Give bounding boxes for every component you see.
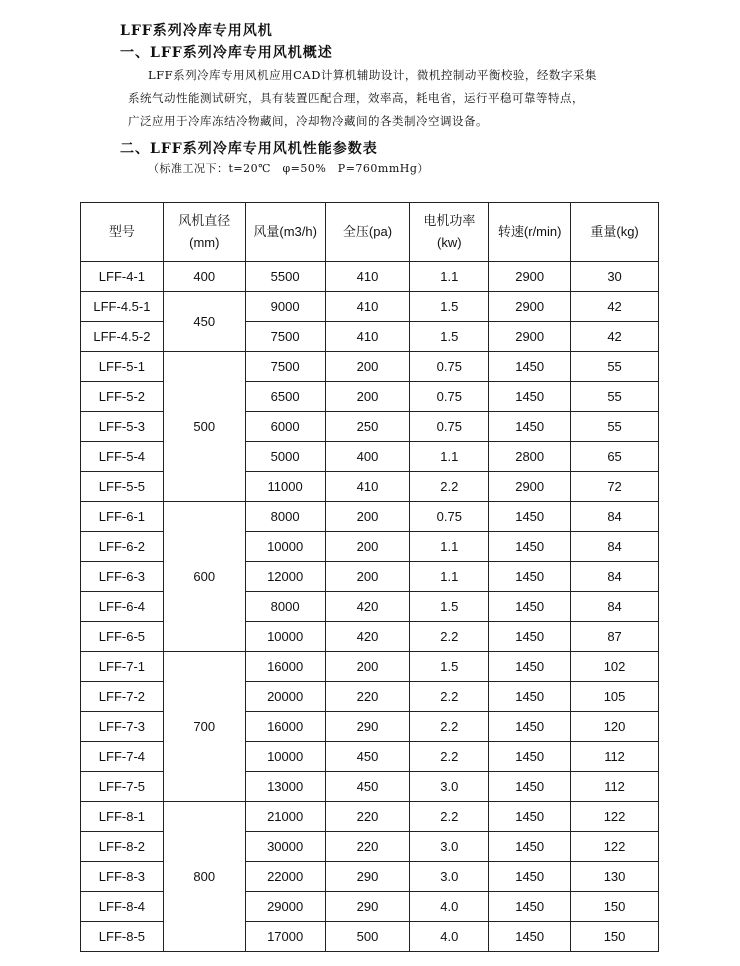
- cell-power: 0.75: [410, 502, 489, 532]
- cell-flow: 9000: [245, 292, 325, 322]
- cell-model: LFF-6-3: [81, 562, 164, 592]
- cell-speed: 2800: [489, 442, 571, 472]
- cell-power: 2.2: [410, 472, 489, 502]
- cell-weight: 122: [571, 802, 659, 832]
- cell-flow: 29000: [245, 892, 325, 922]
- cell-power: 1.1: [410, 562, 489, 592]
- cell-diameter: 500: [163, 352, 245, 502]
- cell-weight: 105: [571, 682, 659, 712]
- header-model: 型号: [81, 203, 164, 262]
- cell-speed: 1450: [489, 352, 571, 382]
- cell-power: 2.2: [410, 712, 489, 742]
- cell-power: 1.1: [410, 262, 489, 292]
- cell-flow: 7500: [245, 322, 325, 352]
- cell-power: 0.75: [410, 352, 489, 382]
- header-diameter-label: 风机直径: [178, 213, 231, 228]
- section-2-heading: 二、LFF系列冷库专用风机性能参数表: [120, 141, 378, 157]
- cell-model: LFF-4.5-1: [81, 292, 164, 322]
- cell-model: LFF-8-1: [81, 802, 164, 832]
- cell-model: LFF-7-1: [81, 652, 164, 682]
- cell-weight: 42: [571, 292, 659, 322]
- cell-diameter: 400: [163, 262, 245, 292]
- cell-flow: 8000: [245, 592, 325, 622]
- cell-model: LFF-5-3: [81, 412, 164, 442]
- cell-power: 3.0: [410, 862, 489, 892]
- paragraph-line: LFF系列冷库专用风机应用CAD计算机辅助设计，微机控制动平衡校验，经数字采集: [148, 68, 597, 82]
- overview-paragraph: [128, 64, 653, 133]
- cell-pressure: 200: [325, 382, 410, 412]
- cell-power: 4.0: [410, 892, 489, 922]
- cell-speed: 1450: [489, 562, 571, 592]
- cell-weight: 65: [571, 442, 659, 472]
- cell-flow: 10000: [245, 532, 325, 562]
- cell-flow: 16000: [245, 652, 325, 682]
- cell-weight: 55: [571, 412, 659, 442]
- cell-flow: 21000: [245, 802, 325, 832]
- cell-model: LFF-7-3: [81, 712, 164, 742]
- header-diameter-unit: (mm): [189, 235, 220, 250]
- cell-pressure: 200: [325, 562, 410, 592]
- cell-pressure: 420: [325, 592, 410, 622]
- cell-weight: 84: [571, 592, 659, 622]
- cell-weight: 55: [571, 352, 659, 382]
- cell-flow: 7500: [245, 352, 325, 382]
- cell-power: 2.2: [410, 682, 489, 712]
- cell-model: LFF-7-5: [81, 772, 164, 802]
- cell-diameter: 600: [163, 502, 245, 652]
- cell-speed: 1450: [489, 922, 571, 952]
- paragraph-line: 系统气动性能测试研究，具有装置匹配合理，效率高，耗电省，运行平稳可靠等特点，: [128, 91, 584, 105]
- cell-flow: 6500: [245, 382, 325, 412]
- cell-power: 3.0: [410, 832, 489, 862]
- cell-pressure: 410: [325, 292, 410, 322]
- cell-weight: 112: [571, 742, 659, 772]
- cell-model: LFF-6-2: [81, 532, 164, 562]
- cell-model: LFF-5-4: [81, 442, 164, 472]
- cell-speed: 1450: [489, 682, 571, 712]
- header-power-label: 电机功率: [423, 213, 476, 228]
- header-pressure: 全压(pa): [325, 203, 410, 262]
- cell-pressure: 290: [325, 892, 410, 922]
- cell-weight: 72: [571, 472, 659, 502]
- cell-power: 2.2: [410, 622, 489, 652]
- table-body: [81, 262, 659, 952]
- cell-pressure: 400: [325, 442, 410, 472]
- cell-model: LFF-8-3: [81, 862, 164, 892]
- cell-power: 3.0: [410, 772, 489, 802]
- cell-speed: 1450: [489, 412, 571, 442]
- paragraph-line: 广泛应用于冷库冻结冷物藏间，冷却物冷藏间的各类制冷空调设备。: [128, 114, 488, 128]
- cell-model: LFF-6-4: [81, 592, 164, 622]
- cell-power: 1.1: [410, 442, 489, 472]
- cell-weight: 84: [571, 502, 659, 532]
- cell-power: 0.75: [410, 382, 489, 412]
- cell-speed: 1450: [489, 652, 571, 682]
- cell-speed: 2900: [489, 472, 571, 502]
- cell-diameter: 800: [163, 802, 245, 952]
- cell-speed: 1450: [489, 772, 571, 802]
- cell-speed: 1450: [489, 382, 571, 412]
- table-row: [81, 502, 659, 532]
- cell-pressure: 410: [325, 322, 410, 352]
- cell-power: 2.2: [410, 802, 489, 832]
- cell-weight: 102: [571, 652, 659, 682]
- cell-weight: 42: [571, 322, 659, 352]
- cell-model: LFF-4-1: [81, 262, 164, 292]
- cell-power: 1.5: [410, 322, 489, 352]
- cell-power: 0.75: [410, 412, 489, 442]
- cell-pressure: 410: [325, 262, 410, 292]
- cell-speed: 1450: [489, 502, 571, 532]
- cell-flow: 10000: [245, 622, 325, 652]
- table-row: [81, 262, 659, 292]
- cell-model: LFF-8-5: [81, 922, 164, 952]
- table-row: [81, 652, 659, 682]
- cell-weight: 150: [571, 892, 659, 922]
- cell-flow: 13000: [245, 772, 325, 802]
- cell-speed: 2900: [489, 322, 571, 352]
- cell-speed: 1450: [489, 862, 571, 892]
- fan-spec-table: [80, 202, 659, 952]
- cell-pressure: 500: [325, 922, 410, 952]
- table-row: [81, 352, 659, 382]
- table-row: [81, 292, 659, 322]
- cell-pressure: 200: [325, 532, 410, 562]
- cell-flow: 10000: [245, 742, 325, 772]
- cell-diameter: 700: [163, 652, 245, 802]
- cell-pressure: 250: [325, 412, 410, 442]
- document-title: LFF系列冷库专用风机: [120, 23, 273, 39]
- cell-weight: 84: [571, 562, 659, 592]
- cell-diameter: 450: [163, 292, 245, 352]
- cell-pressure: 200: [325, 352, 410, 382]
- cell-speed: 1450: [489, 802, 571, 832]
- table-header-row: [81, 203, 659, 262]
- standard-conditions-note: （标准工况下：t=20℃ φ=50% P=760mmHg）: [148, 162, 429, 175]
- header-power: [410, 203, 489, 262]
- cell-model: LFF-8-4: [81, 892, 164, 922]
- cell-speed: 1450: [489, 532, 571, 562]
- cell-flow: 12000: [245, 562, 325, 592]
- cell-flow: 11000: [245, 472, 325, 502]
- cell-pressure: 410: [325, 472, 410, 502]
- cell-pressure: 290: [325, 712, 410, 742]
- cell-pressure: 450: [325, 742, 410, 772]
- cell-speed: 1450: [489, 832, 571, 862]
- cell-weight: 112: [571, 772, 659, 802]
- cell-model: LFF-6-1: [81, 502, 164, 532]
- cell-model: LFF-4.5-2: [81, 322, 164, 352]
- cell-flow: 6000: [245, 412, 325, 442]
- cell-speed: 1450: [489, 712, 571, 742]
- cell-pressure: 450: [325, 772, 410, 802]
- header-diameter: [163, 203, 245, 262]
- cell-model: LFF-7-4: [81, 742, 164, 772]
- cell-flow: 16000: [245, 712, 325, 742]
- cell-pressure: 200: [325, 502, 410, 532]
- cell-pressure: 220: [325, 682, 410, 712]
- table-row: [81, 802, 659, 832]
- cell-flow: 22000: [245, 862, 325, 892]
- cell-flow: 30000: [245, 832, 325, 862]
- cell-model: LFF-5-2: [81, 382, 164, 412]
- cell-model: LFF-8-2: [81, 832, 164, 862]
- cell-speed: 2900: [489, 292, 571, 322]
- cell-flow: 20000: [245, 682, 325, 712]
- cell-power: 2.2: [410, 742, 489, 772]
- cell-weight: 150: [571, 922, 659, 952]
- cell-pressure: 420: [325, 622, 410, 652]
- cell-pressure: 220: [325, 832, 410, 862]
- cell-pressure: 200: [325, 652, 410, 682]
- cell-power: 1.1: [410, 532, 489, 562]
- cell-speed: 1450: [489, 592, 571, 622]
- cell-weight: 130: [571, 862, 659, 892]
- cell-weight: 55: [571, 382, 659, 412]
- header-power-unit: (kw): [437, 235, 462, 250]
- header-speed: 转速(r/min): [489, 203, 571, 262]
- cell-speed: 2900: [489, 262, 571, 292]
- cell-power: 1.5: [410, 652, 489, 682]
- cell-speed: 1450: [489, 892, 571, 922]
- cell-power: 4.0: [410, 922, 489, 952]
- cell-weight: 30: [571, 262, 659, 292]
- cell-speed: 1450: [489, 622, 571, 652]
- cell-speed: 1450: [489, 742, 571, 772]
- cell-weight: 122: [571, 832, 659, 862]
- cell-power: 1.5: [410, 292, 489, 322]
- cell-model: LFF-7-2: [81, 682, 164, 712]
- cell-pressure: 290: [325, 862, 410, 892]
- cell-model: LFF-5-1: [81, 352, 164, 382]
- cell-model: LFF-5-5: [81, 472, 164, 502]
- header-flow: 风量(m3/h): [245, 203, 325, 262]
- cell-weight: 120: [571, 712, 659, 742]
- cell-flow: 5000: [245, 442, 325, 472]
- cell-weight: 87: [571, 622, 659, 652]
- cell-pressure: 220: [325, 802, 410, 832]
- cell-power: 1.5: [410, 592, 489, 622]
- cell-model: LFF-6-5: [81, 622, 164, 652]
- cell-flow: 8000: [245, 502, 325, 532]
- cell-weight: 84: [571, 532, 659, 562]
- cell-flow: 17000: [245, 922, 325, 952]
- header-weight: 重量(kg): [571, 203, 659, 262]
- section-1-heading: 一、LFF系列冷库专用风机概述: [120, 45, 333, 61]
- cell-flow: 5500: [245, 262, 325, 292]
